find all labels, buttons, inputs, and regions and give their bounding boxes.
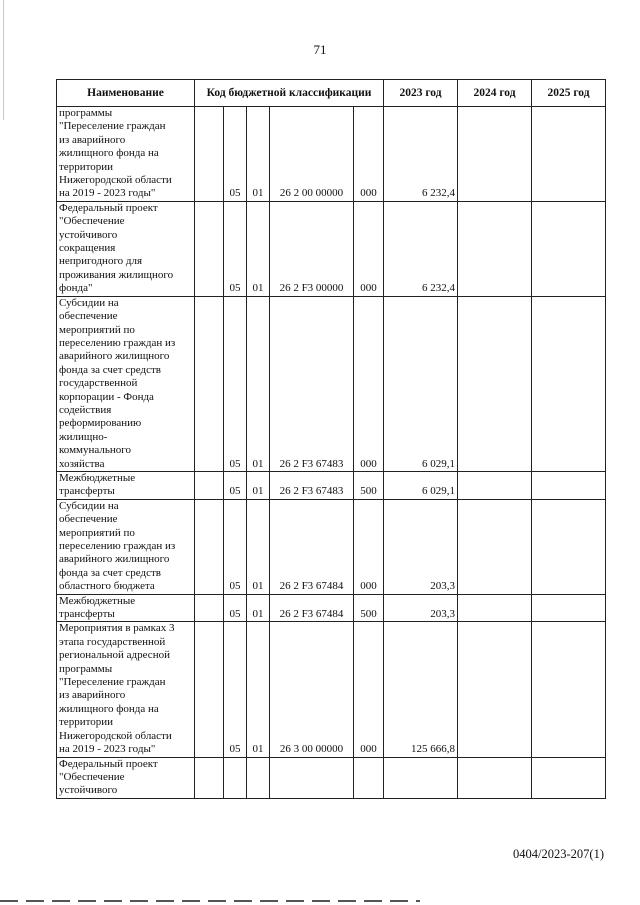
row-name: программы "Переселение граждан из аварийного жилищного фонда на территории Нижегородской области на 2019 - 2023 годы" — [57, 107, 195, 202]
amount-2024 — [458, 471, 532, 499]
table-row — [57, 296, 606, 471]
expense-type-code: 500 — [354, 471, 384, 499]
expense-type-code: 000 — [354, 201, 384, 296]
blank-code-cell — [195, 594, 224, 622]
table-body — [57, 107, 606, 799]
expense-type-code: 000 — [354, 499, 384, 594]
target-code: 26 2 F3 67484 — [270, 499, 354, 594]
row-name: Субсидии на обеспечение мероприятий по переселению граждан из аварийного жилищного фонда за счет средств областного бюджета — [57, 499, 195, 594]
blank-code-cell — [195, 296, 224, 471]
target-code — [270, 757, 354, 798]
amount-2023: 125 666,8 — [384, 622, 458, 757]
table-row — [57, 594, 606, 622]
amount-2023: 6 029,1 — [384, 296, 458, 471]
section-code: 05 — [224, 594, 247, 622]
amount-2025 — [532, 594, 606, 622]
table-row — [57, 622, 606, 757]
budget-table — [56, 79, 606, 799]
subsection-code: 01 — [247, 499, 270, 594]
target-code: 26 2 F3 67484 — [270, 594, 354, 622]
amount-2025 — [532, 499, 606, 594]
section-code: 05 — [224, 471, 247, 499]
blank-code-cell — [195, 757, 224, 798]
amount-2023: 203,3 — [384, 499, 458, 594]
table-row — [57, 107, 606, 202]
header-2023: 2023 год — [384, 80, 458, 107]
expense-type-code: 000 — [354, 107, 384, 202]
amount-2025 — [532, 622, 606, 757]
scan-edge-bottom — [0, 900, 420, 902]
subsection-code — [247, 757, 270, 798]
target-code: 26 2 F3 00000 — [270, 201, 354, 296]
amount-2023: 203,3 — [384, 594, 458, 622]
amount-2025 — [532, 107, 606, 202]
target-code: 26 2 F3 67483 — [270, 296, 354, 471]
amount-2025 — [532, 296, 606, 471]
row-name: Федеральный проект "Обеспечение устойчивого — [57, 757, 195, 798]
table-row — [57, 757, 606, 798]
document-code: 0404/2023-207(1) — [513, 847, 604, 861]
header-2025: 2025 год — [532, 80, 606, 107]
table-row — [57, 471, 606, 499]
header-2024: 2024 год — [458, 80, 532, 107]
amount-2024 — [458, 296, 532, 471]
blank-code-cell — [195, 201, 224, 296]
expense-type-code — [354, 757, 384, 798]
scan-edge-mark — [3, 0, 4, 120]
amount-2023 — [384, 757, 458, 798]
amount-2023: 6 232,4 — [384, 107, 458, 202]
table-header-row — [57, 80, 606, 107]
subsection-code: 01 — [247, 296, 270, 471]
amount-2023: 6 232,4 — [384, 201, 458, 296]
section-code: 05 — [224, 296, 247, 471]
subsection-code: 01 — [247, 594, 270, 622]
amount-2024 — [458, 201, 532, 296]
amount-2023: 6 029,1 — [384, 471, 458, 499]
header-name: Наименование — [57, 80, 195, 107]
row-name: Межбюджетные трансферты — [57, 594, 195, 622]
section-code: 05 — [224, 622, 247, 757]
blank-code-cell — [195, 499, 224, 594]
section-code — [224, 757, 247, 798]
header-budget-code: Код бюджетной классификации — [195, 80, 384, 107]
expense-type-code: 000 — [354, 296, 384, 471]
row-name: Субсидии на обеспечение мероприятий по переселению граждан из аварийного жилищного фонда за счет средств государственной корпорации - Фонда содействия реформированию жилищно- коммунального хозяйства — [57, 296, 195, 471]
subsection-code: 01 — [247, 622, 270, 757]
expense-type-code: 500 — [354, 594, 384, 622]
amount-2024 — [458, 622, 532, 757]
page-number: 71 — [313, 42, 327, 57]
section-code: 05 — [224, 107, 247, 202]
target-code: 26 2 00 00000 — [270, 107, 354, 202]
amount-2025 — [532, 201, 606, 296]
section-code: 05 — [224, 201, 247, 296]
amount-2025 — [532, 757, 606, 798]
amount-2024 — [458, 757, 532, 798]
blank-code-cell — [195, 622, 224, 757]
table-row — [57, 201, 606, 296]
blank-code-cell — [195, 107, 224, 202]
amount-2024 — [458, 107, 532, 202]
amount-2024 — [458, 594, 532, 622]
row-name: Межбюджетные трансферты — [57, 471, 195, 499]
subsection-code: 01 — [247, 201, 270, 296]
subsection-code: 01 — [247, 107, 270, 202]
amount-2025 — [532, 471, 606, 499]
blank-code-cell — [195, 471, 224, 499]
section-code: 05 — [224, 499, 247, 594]
target-code: 26 3 00 00000 — [270, 622, 354, 757]
row-name: Федеральный проект "Обеспечение устойчивого сокращения непригодного для проживания жилищного фонда" — [57, 201, 195, 296]
table-row — [57, 499, 606, 594]
expense-type-code: 000 — [354, 622, 384, 757]
amount-2024 — [458, 499, 532, 594]
row-name: Мероприятия в рамках 3 этапа государственной региональной адресной программы "Переселение граждан из аварийного жилищного фонда на территории Нижегородской области на 2019 - 2023 годы" — [57, 622, 195, 757]
subsection-code: 01 — [247, 471, 270, 499]
target-code: 26 2 F3 67483 — [270, 471, 354, 499]
